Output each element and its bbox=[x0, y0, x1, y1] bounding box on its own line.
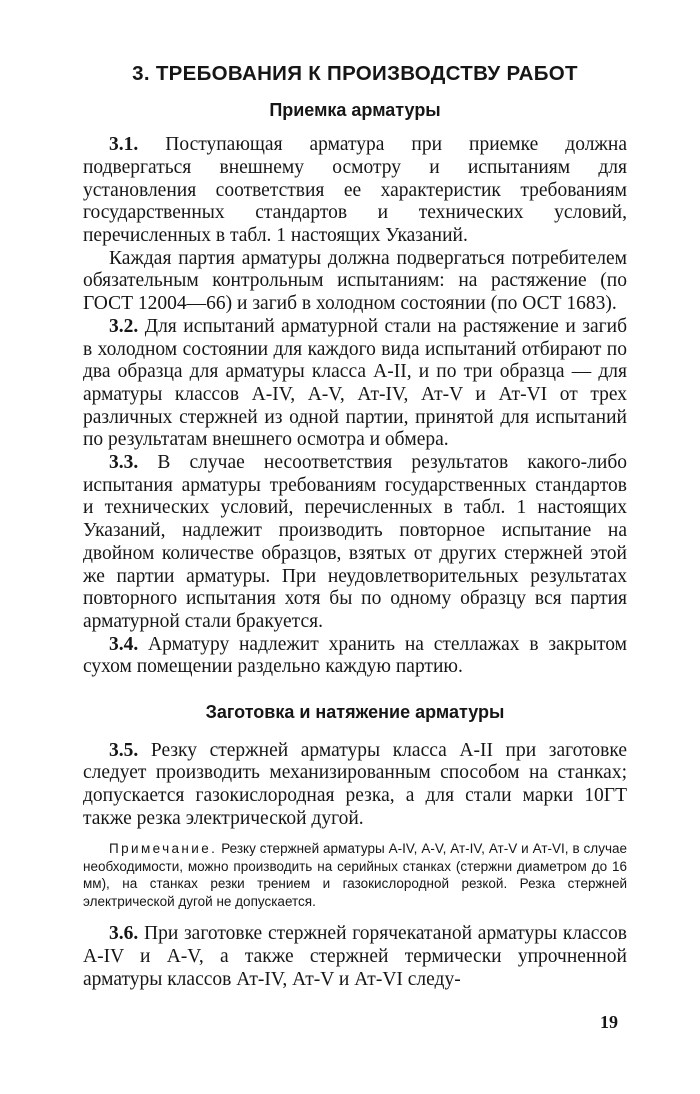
paragraph-number: 3.6. bbox=[109, 923, 139, 945]
paragraph-text: Поступающая арматура при приемке должна подвергаться внешнему осмотру и испытаниям для установления соответствия ее характеристик требованиям государственных стандартов и технических условий, перечисленных в табл. 1 настоящих Указаний. bbox=[83, 134, 627, 246]
paragraph-text: Арматуру надлежит хранить на стеллажах в закрытом сухом помещении раздельно каждую партию. bbox=[83, 633, 627, 678]
note bbox=[83, 840, 627, 910]
paragraph-3-6 bbox=[83, 923, 627, 991]
paragraph-3-1 bbox=[83, 134, 627, 248]
page-number: 19 bbox=[600, 1012, 618, 1032]
paragraph-text: Каждая партия арматуры должна подвергаться потребителем обязательным контрольным испытаниям: на растяжение (по ГОСТ 12004—66) и загиб в холодном состоянии (по ОСТ 1683). bbox=[83, 247, 627, 315]
paragraph-number: 3.1. bbox=[109, 134, 139, 156]
note-text: Резку стержней арматуры А-IV, А-V, Ат-IV, Ат-V и Ат-VI, в случае необходимости, можно производить на серийных станках (стержни диаметром до 16 мм), на станках резки трением и газокислородной резкой. Резка стержней электрической дугой не допускается. bbox=[83, 841, 627, 909]
paragraph-number: 3.3. bbox=[109, 452, 139, 474]
paragraph-number: 3.5. bbox=[109, 739, 139, 761]
paragraph-3-2 bbox=[83, 316, 627, 452]
paragraph-3-5 bbox=[83, 740, 627, 831]
note-label: Примечание. bbox=[109, 841, 218, 857]
section-title-acceptance: Приемка арматуры bbox=[269, 99, 441, 120]
section-title-preparation: Заготовка и натяжение арматуры bbox=[205, 702, 505, 723]
paragraph-text: В случае несоответствия результатов какого-либо испытания арматуры требованиям государственных стандартов и технических условий, перечисленных в табл. 1 настоящих Указаний, надлежит производить повторное испытание на двойном количестве образцов, взятых от других стержней этой же партии арматуры. При неудовлетворительных результатах повторного испытания хотя бы по одному образцу вся партия арматурной стали бракуется. bbox=[83, 452, 627, 632]
paragraph-number: 3.2. bbox=[109, 315, 139, 337]
paragraph-text: Резку стержней арматуры класса А-II при заготовке следует производить механизированным способом на станках; допускается газокислородная резка, а для стали марки 10ГТ также резка электрической дугой. bbox=[83, 739, 627, 829]
chapter-title: 3. ТРЕБОВАНИЯ К ПРОИЗВОДСТВУ РАБОТ bbox=[132, 62, 578, 85]
paragraph-number: 3.4. bbox=[109, 633, 139, 655]
paragraph-text: Для испытаний арматурной стали на растяжение и загиб в холодном состоянии для каждого вида испытаний отбирают по два образца для арматуры класса А-II, и по три образца — для арматуры классов А-IV, А-V, Ат-IV, Ат-V и Ат-VI от трех различных стержней из одной партии, принятой для испытаний по результатам внешнего осмотра и обмера. bbox=[83, 315, 627, 451]
paragraph-text: При заготовке стержней горячекатаной арматуры классов А-IV и А-V, а также стержней термически упрочненной арматуры классов Ат-IV, Ат-V и Ат-VI следу- bbox=[83, 923, 627, 990]
paragraph-3-4 bbox=[83, 634, 627, 679]
paragraph-3-1-continued bbox=[83, 248, 627, 316]
page-content bbox=[83, 62, 627, 992]
paragraph-3-3 bbox=[83, 452, 627, 634]
